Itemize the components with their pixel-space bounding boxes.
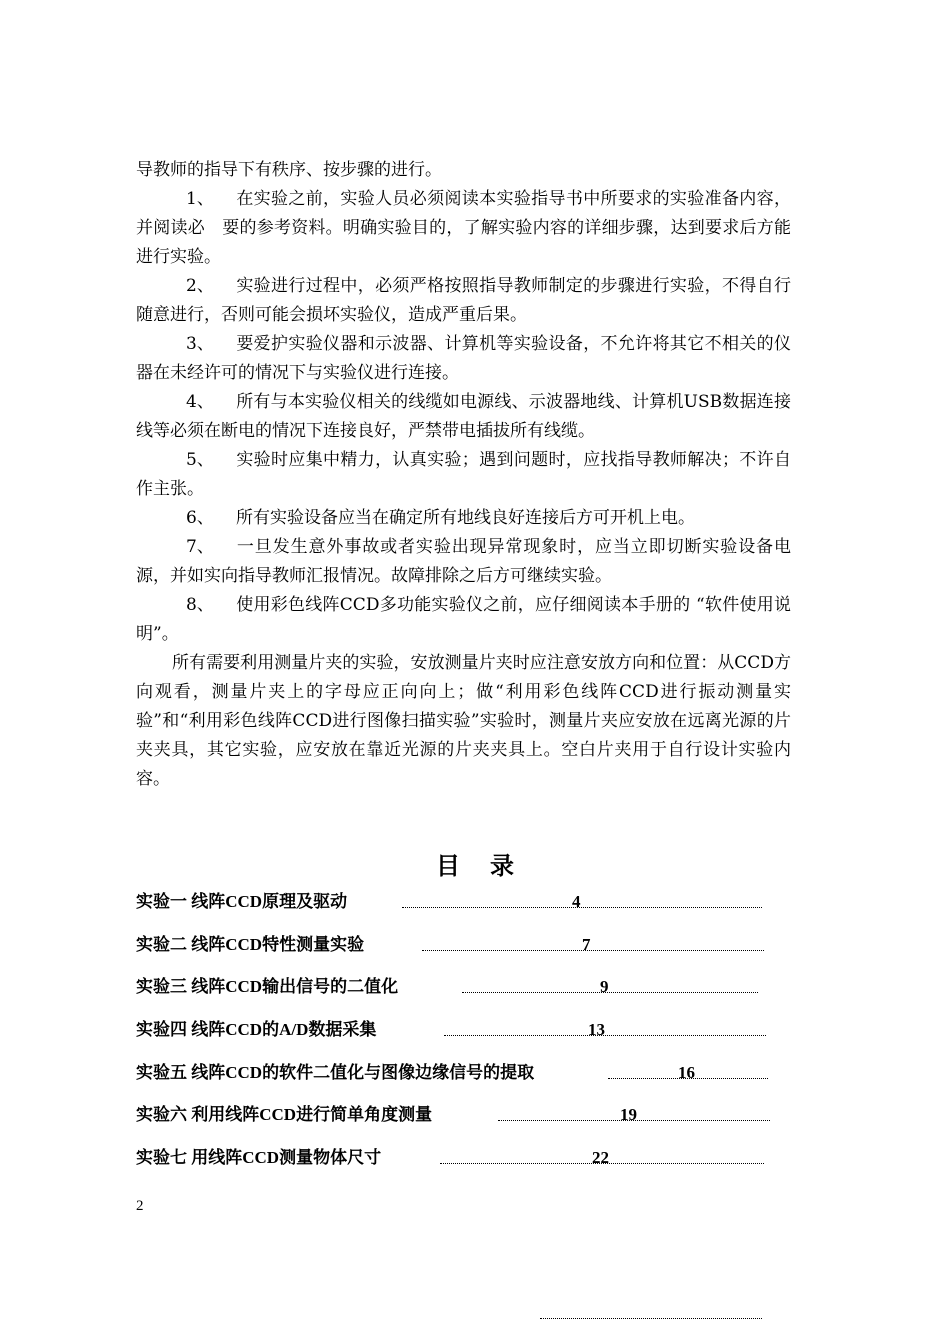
- rule-number: 6、: [186, 508, 214, 528]
- closing-paragraph: 所有需要利用测量片夹的实验，安放测量片夹时应注意安放方向和位置：从CCD方向观看，测量片夹上的字母应正向向上；做“利用彩色线阵CCD进行振动测量实验”和“利用彩色线阵CCD进行图像扫描实验”实验时，测量片夹应安放在远离光源的片夹夹具，其它实验，应安放在靠近光源的片夹夹具上。空白片夹用于自行设计实验内容。: [136, 653, 791, 789]
- toc-page-number: 19: [620, 1105, 637, 1124]
- rule-text: 要爱护实验仪器和示波器、计算机等实验设备，不允许将其它不相关的仪器在未经许可的情况下与实验仪进行连接。: [136, 334, 791, 383]
- toc-entry-label: 实验七 用线阵CCD测量物体尺寸: [136, 1148, 382, 1167]
- toc-entry-4[interactable]: [136, 1017, 766, 1043]
- toc-entry-7[interactable]: [136, 1145, 764, 1171]
- toc-entry-label: 实验六 利用线阵CCD进行简单角度测量: [136, 1105, 433, 1124]
- toc-leader: [422, 950, 764, 951]
- toc-leader: [444, 1035, 766, 1036]
- rule-6: [136, 504, 791, 533]
- body-text: [136, 156, 791, 794]
- rule-text: 一旦发生意外事故或者实验出现异常现象时，应当立即切断实验设备电源，并如实向指导教师汇报情况。故障排除之后方可继续实验。: [136, 537, 791, 586]
- toc-entry-label: 实验四 线阵CCD的A/D数据采集: [136, 1020, 377, 1039]
- toc-page-number: 9: [600, 977, 609, 996]
- rule-8: [136, 591, 791, 649]
- toc-page-number: 7: [582, 935, 591, 954]
- rule-text: 在实验之前，实验人员必须阅读本实验指导书中所要求的实验准备内容，并阅读必 要的参考资料。明确实验目的，了解实验内容的详细步骤，达到要求后方能进行实验。: [136, 189, 791, 267]
- rule-5: [136, 446, 791, 504]
- rule-2: [136, 272, 791, 330]
- toc-entry-5[interactable]: [136, 1060, 768, 1086]
- rule-number: 1、: [186, 189, 214, 209]
- toc-entry-label: 实验一 线阵CCD原理及驱动: [136, 892, 348, 911]
- toc-leader: [462, 992, 758, 993]
- rule-7: [136, 533, 791, 591]
- rule-text: 实验进行过程中，必须严格按照指导教师制定的步骤进行实验，不得自行随意进行，否则可能会损坏实验仪，造成严重后果。: [136, 276, 791, 325]
- rule-number: 5、: [186, 450, 214, 470]
- rule-text: 所有与本实验仪相关的线缆如电源线、示波器地线、计算机USB数据连接线等必须在断电的情况下连接良好，严禁带电插拔所有线缆。: [136, 392, 791, 441]
- toc-page-number: 22: [592, 1148, 609, 1167]
- toc-entry-1[interactable]: [136, 889, 762, 915]
- rule-1: [136, 185, 791, 272]
- rule-number: 4、: [186, 392, 214, 412]
- toc-entry-label: 实验三 线阵CCD输出信号的二值化: [136, 977, 399, 996]
- page-number: 2: [136, 1198, 144, 1214]
- rule-number: 8、: [186, 595, 214, 615]
- lead-line: 导教师的指导下有秩序、按步骤的进行。: [136, 160, 442, 180]
- rule-text: 实验时应集中精力，认真实验；遇到问题时，应找指导教师解决；不许自作主张。: [136, 450, 791, 499]
- toc-entry-label: 实验五 线阵CCD的软件二值化与图像边缘信号的提取: [136, 1063, 535, 1082]
- rule-text: 使用彩色线阵CCD多功能实验仪之前，应仔细阅读本手册的 “软件使用说明”。: [136, 595, 791, 644]
- toc-entry-6[interactable]: [136, 1102, 770, 1128]
- rule-3: [136, 330, 791, 388]
- footer-dotted-rule: [540, 1318, 762, 1319]
- toc-entry-2[interactable]: [136, 932, 764, 958]
- rule-number: 3、: [186, 334, 214, 354]
- rule-number: 2、: [186, 276, 214, 296]
- toc-title: 目录: [436, 852, 544, 880]
- toc-page-number: 4: [572, 892, 581, 911]
- toc-page-number: 13: [588, 1020, 605, 1039]
- toc-leader: [402, 907, 762, 908]
- toc-page-number: 16: [678, 1063, 695, 1082]
- toc-entry-3[interactable]: [136, 974, 758, 1000]
- rule-text: 所有实验设备应当在确定所有地线良好连接后方可开机上电。: [236, 508, 695, 528]
- toc-entry-label: 实验二 线阵CCD特性测量实验: [136, 935, 365, 954]
- rule-number: 7、: [186, 537, 214, 557]
- rule-4: [136, 388, 791, 446]
